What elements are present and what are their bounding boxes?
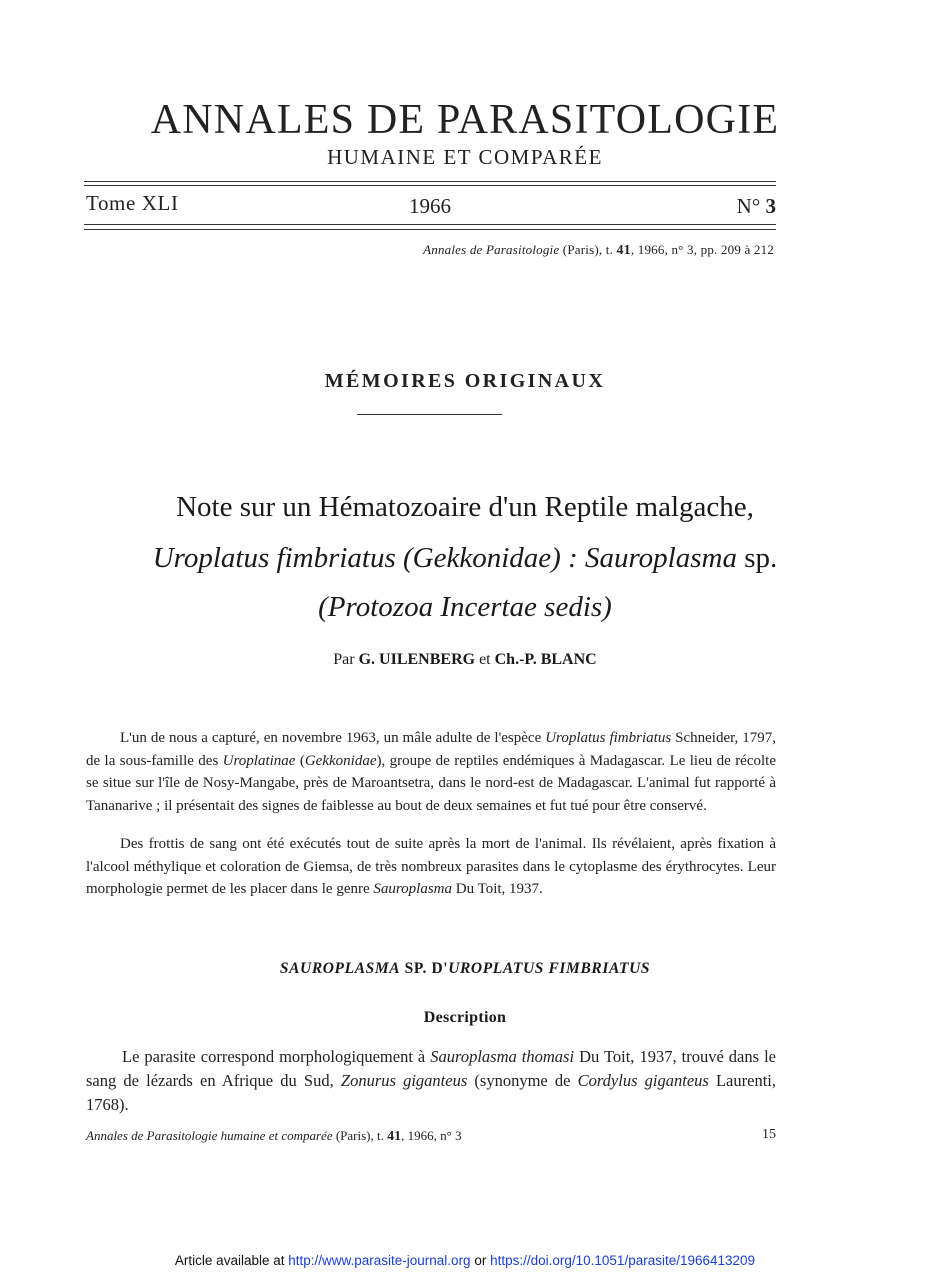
article-title-sp: sp.	[736, 542, 778, 574]
species-name: Uroplatus fimbriatus	[545, 730, 672, 746]
text: (	[295, 752, 305, 769]
species-name: Cordylus giganteus	[577, 1071, 709, 1090]
article-title-line3: (Protozoa Incertae sedis)	[318, 591, 612, 623]
journal-link[interactable]: http://www.parasite-journal.org	[288, 1253, 471, 1268]
text: Laurenti, 1768).	[86, 1071, 776, 1114]
byline	[0, 651, 930, 669]
article-title-line1: Note sur un Hématozoaire d'un Reptile malgache,	[176, 491, 754, 523]
footer-citation	[86, 1128, 462, 1145]
header-rule-top	[84, 181, 776, 182]
genus-name: Sauroplasma	[373, 881, 453, 897]
text: Le parasite correspond morphologiquement à	[122, 1047, 431, 1066]
subsection-genus: SAUROPLASMA	[279, 960, 401, 977]
issue-number-value: 3	[765, 194, 776, 218]
author-2: Ch.-P. BLANC	[494, 651, 597, 668]
citation-place: (Paris), t.	[559, 242, 617, 257]
availability-line	[0, 1253, 930, 1268]
availability-or: or	[470, 1253, 491, 1268]
section-heading: MÉMOIRES ORIGINAUX	[324, 370, 606, 392]
paragraph-2	[86, 833, 776, 901]
citation-line	[423, 242, 774, 259]
footer-place: (Paris), t.	[332, 1128, 388, 1143]
journal-title: ANNALES DE PARASITOLOGIE	[150, 97, 780, 143]
availability-prefix: Article available at	[174, 1253, 289, 1268]
article-title-line2	[0, 542, 930, 575]
citation-volume: 41	[616, 243, 631, 258]
issue-year: 1966	[409, 194, 451, 218]
page-number: 15	[762, 1127, 776, 1142]
footer-volume: 41	[387, 1129, 402, 1144]
text: Du Toit, 1937, trouvé dans le sang de lézards en Afrique du Sud,	[86, 1047, 776, 1090]
citation-journal: Annales de Parasitologie	[423, 242, 560, 257]
citation-rest: , 1966, n° 3, pp. 209 à 212	[630, 242, 774, 257]
paragraph-1	[86, 727, 776, 817]
section-rule	[357, 414, 502, 415]
journal-subtitle: HUMAINE ET COMPARÉE	[327, 145, 603, 169]
subsection-heading	[0, 960, 930, 978]
issue-number-prefix: N°	[736, 194, 761, 218]
doi-link[interactable]: https://doi.org/10.1051/parasite/1966413209	[490, 1253, 756, 1268]
description-paragraph	[86, 1045, 776, 1117]
byline-par: Par	[333, 651, 359, 668]
species-name: Sauroplasma thomasi	[430, 1047, 575, 1066]
text: ), groupe de reptiles endémiques à Madagascar. Le lieu de récolte se situe sur l'île de Nosy-Mangabe, près de Maroantsetra, dans le nord-est de Madagascar. L'animal fut rapporté à Tananarive ; il présentait des signes de faiblesse au bout de deux semaines et fut tué pour être conservé.	[86, 752, 776, 814]
subfamily-name: Uroplatinae	[222, 752, 296, 769]
text: Schneider, 1797, de la sous-famille des	[86, 730, 776, 769]
family-name: Gekkonidae	[304, 752, 377, 769]
issue-number	[737, 194, 776, 219]
header-rule-top-inner	[84, 185, 776, 186]
footer-journal: Annales de Parasitologie humaine et comparée	[86, 1128, 333, 1143]
text: (synonyme de	[467, 1071, 578, 1090]
text: Du Toit, 1937.	[452, 881, 543, 897]
header-rule-bottom-inner	[84, 229, 776, 230]
byline-et: et	[475, 651, 495, 668]
issue-row	[84, 191, 776, 219]
subsection-species: UROPLATUS FIMBRIATUS	[448, 960, 651, 977]
footer-rest: , 1966, n° 3	[401, 1128, 462, 1143]
article-title-species: Uroplatus fimbriatus (Gekkonidae) : Sauroplasma	[152, 542, 737, 574]
header-rule-bottom	[84, 224, 776, 225]
subsection-text: SP. D'	[400, 960, 449, 977]
text: L'un de nous a capturé, en novembre 1963, un mâle adulte de l'espèce	[120, 730, 546, 746]
description-heading: Description	[423, 1009, 507, 1026]
species-name: Zonurus giganteus	[340, 1071, 468, 1090]
author-1: G. UILENBERG	[358, 651, 476, 668]
text: Des frottis de sang ont été exécutés tout de suite après la mort de l'animal. Ils révélaient, après fixation à l'alcool méthylique et coloration de Giemsa, de très nombreux parasites dans le cytoplasme des érythrocytes. Leur morphologie permet de les placer dans le genre	[86, 836, 776, 897]
tome-label: Tome XLI	[86, 191, 179, 215]
